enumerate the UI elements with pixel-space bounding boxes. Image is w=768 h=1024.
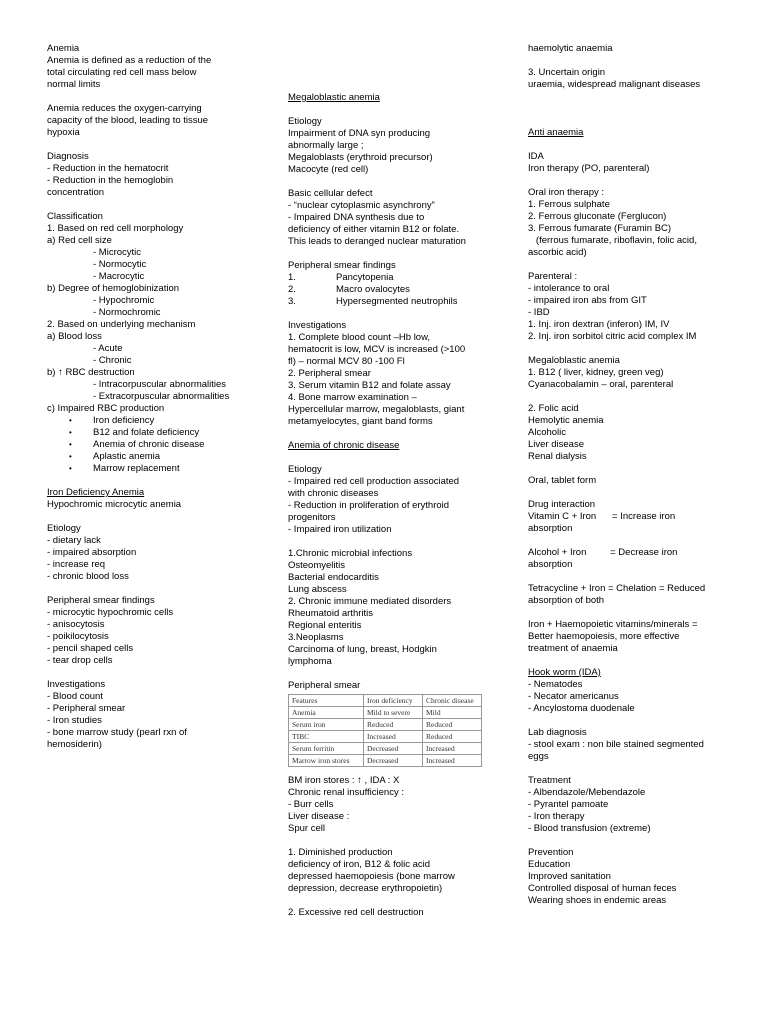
diagnosis-title: Diagnosis [47, 151, 89, 162]
table-cell: Mild to severe [364, 707, 423, 719]
bullet-item: • Aplastic anemia [69, 451, 272, 463]
classification-line: 2. Based on underlying mechanism [47, 319, 196, 330]
etiology-item: - increase req [47, 559, 106, 570]
investigation-item: 1. Complete blood count –Hb low, [288, 332, 431, 343]
table-cell: Increased [423, 755, 482, 767]
investigation-item: hemosiderin) [47, 739, 102, 750]
hookworm-item: - Nematodes [528, 679, 583, 690]
investigation-item: - Blood count [47, 691, 103, 702]
drug-interaction-line: absorption [528, 523, 573, 534]
table-cell: Increased [364, 731, 423, 743]
impaired-production-list [47, 415, 272, 475]
ida-title: Iron Deficiency Anemia [47, 487, 145, 498]
cause-item: Regional enteritis [288, 620, 362, 631]
prevention-item: Improved sanitation [528, 871, 611, 882]
smear-finding-item: - anisocytosis [47, 619, 105, 630]
excessive-destruction-line: 2. Excessive red cell destruction [288, 907, 424, 918]
haemopoietic-line: Iron + Haemopoietic vitamins/minerals = [528, 619, 698, 630]
table-row [289, 707, 482, 719]
blood-loss-item: - Acute [93, 343, 123, 354]
etiology-item: - chronic blood loss [47, 571, 129, 582]
treatment-item: - Pyrantel pamoate [528, 799, 609, 810]
table-row [289, 731, 482, 743]
investigation-item: Hypercellular marrow, megaloblasts, giant [288, 404, 465, 415]
table-cell: Decreased [364, 755, 423, 767]
column-right [528, 43, 748, 907]
megaloblastic-therapy-item: Cyanacobalamin – oral, parenteral [528, 379, 674, 390]
uncertain-origin-line: uraemia, widespread malignant diseases [528, 79, 701, 90]
cause-item: Lung abscess [288, 584, 347, 595]
lab-diagnosis-item: - stool exam : non bile stained segmented [528, 739, 704, 750]
rbc-destruction-title: b) ↑ RBC destruction [47, 367, 135, 378]
table-cell: Serum iron [289, 719, 364, 731]
smear-findings-title: Peripheral smear findings [288, 260, 396, 271]
parenteral-item: Parenteral : [528, 271, 578, 282]
table-cell: Increased [423, 743, 482, 755]
impaired-production-title: c) Impaired RBC production [47, 403, 165, 414]
table-row [289, 743, 482, 755]
hemoglobinization-title: b) Degree of hemoglobinization [47, 283, 180, 294]
etiology-item: - dietary lack [47, 535, 101, 546]
table-row [289, 695, 482, 707]
parenteral-item: 1. Inj. iron dextran (inferon) IM, IV [528, 319, 670, 330]
oxygen-line: hypoxia [47, 127, 80, 138]
table-cell: Features [289, 695, 364, 707]
investigation-item: - Peripheral smear [47, 703, 126, 714]
investigation-item: 3. Serum vitamin B12 and folate assay [288, 380, 451, 391]
anemia-title: Anemia [47, 43, 80, 54]
treatment-item: Treatment [528, 775, 571, 786]
etiology-title: Etiology [288, 464, 322, 475]
table-row [289, 719, 482, 731]
folic-acid-item: Alcoholic [528, 427, 567, 438]
rbc-destruction-item: - Extracorpuscular abnormalities [93, 391, 230, 402]
diagnosis-line: concentration [47, 187, 105, 198]
cellular-defect-item: This leads to deranged nuclear maturation [288, 236, 466, 247]
tetracycline-line: absorption of both [528, 595, 605, 606]
cellular-defect-item: - “nuclear cytoplasmic asynchrony” [288, 200, 435, 211]
table-row [289, 755, 482, 767]
bullet-item: • Iron deficiency [69, 415, 272, 427]
diminished-item: depression, decrease erythropoietin) [288, 883, 443, 894]
oral-iron-item: ascorbic acid) [528, 247, 587, 258]
investigations-title: Investigations [288, 320, 347, 331]
cellular-defect-title: Basic cellular defect [288, 188, 373, 199]
etiology-item: Impairment of DNA syn producing [288, 128, 431, 139]
blood-loss-title: a) Blood loss [47, 331, 102, 342]
oral-iron-item: 3. Ferrous fumarate (Furamin BC) [528, 223, 672, 234]
hookworm-title: Hook worm (IDA) [528, 667, 601, 678]
etiology-title: Etiology [288, 116, 322, 127]
investigation-item: metamyelocytes, giant band forms [288, 416, 433, 427]
hemoglobinization-item: - Hypochromic [93, 295, 155, 306]
blood-loss-item: - Chronic [93, 355, 132, 366]
ida-subtitle: Hypochromic microcytic anemia [47, 499, 182, 510]
haemopoietic-line: treatment of anaemia [528, 643, 618, 654]
investigation-item: 2. Peripheral smear [288, 368, 371, 379]
investigations-title: Investigations [47, 679, 106, 690]
diagnosis-line: - Reduction in the hematocrit [47, 163, 169, 174]
red-cell-size-title: a) Red cell size [47, 235, 112, 246]
etiology-item: - Impaired iron utilization [288, 524, 392, 535]
table-cell: TIBC [289, 731, 364, 743]
oral-iron-item: (ferrous fumarate, riboflavin, folic acid, [528, 235, 697, 246]
cause-item: Osteomyelitis [288, 560, 346, 571]
parenteral-item: - impaired iron abs from GIT [528, 295, 647, 306]
megaloblastic-therapy-item: Megaloblastic anemia [528, 355, 620, 366]
smear-finding-item: 3. Hypersegmented neutrophils [288, 296, 458, 307]
parenteral-item: 2. Inj. iron sorbitol citric acid complex IM [528, 331, 697, 342]
smear-finding-item: - poikilocytosis [47, 631, 109, 642]
cause-item: 3.Neoplasms [288, 632, 344, 643]
table-cell: Mild [423, 707, 482, 719]
diminished-item: 1. Diminished production [288, 847, 393, 858]
investigation-item: 4. Bone marrow examination – [288, 392, 417, 403]
etiology-item: - Reduction in proliferation of erythroid [288, 500, 450, 511]
etiology-item: with chronic diseases [288, 488, 379, 499]
lab-diagnosis-item: Lab diagnosis [528, 727, 587, 738]
table-cell: Reduced [423, 731, 482, 743]
smear-findings-title: Peripheral smear findings [47, 595, 155, 606]
etiology-item: Macocyte (red cell) [288, 164, 369, 175]
smear-finding-item: 1. Pancytopenia [288, 272, 394, 283]
etiology-title: Etiology [47, 523, 81, 534]
oral-iron-item: 1. Ferrous sulphate [528, 199, 610, 210]
cellular-defect-item: - Impaired DNA synthesis due to [288, 212, 425, 223]
etiology-item: abnormally large ; [288, 140, 364, 151]
oral-tablet-line: Oral, tablet form [528, 475, 597, 486]
rbc-destruction-item: - Intracorpuscular abnormalities [93, 379, 227, 390]
hemoglobinization-item: - Normochromic [93, 307, 161, 318]
smear-finding-item: - pencil shaped cells [47, 643, 134, 654]
table-cell: Serum ferritin [289, 743, 364, 755]
investigation-item: fl) – normal MCV 80 -100 Fl [288, 356, 405, 367]
folic-acid-item: Liver disease [528, 439, 584, 450]
cause-item: 2. Chronic immune mediated disorders [288, 596, 452, 607]
anti-anaemia-title: Anti anaemia [528, 127, 584, 138]
smear-finding-item: - tear drop cells [47, 655, 113, 666]
bullet-item: • B12 and folate deficiency [69, 427, 272, 439]
oxygen-line: Anemia reduces the oxygen-carrying [47, 103, 202, 114]
renal-item: - Burr cells [288, 799, 334, 810]
lab-diagnosis-item: eggs [528, 751, 549, 762]
size-item: - Normocytic [93, 259, 147, 270]
folic-acid-item: Renal dialysis [528, 451, 587, 462]
drug-interaction-title: Drug interaction [528, 499, 596, 510]
megaloblastic-title: Megaloblastic anemia [288, 92, 380, 103]
bm-iron-stores-line: BM iron stores : ↑ , IDA : X [288, 775, 400, 786]
prevention-item: Controlled disposal of human feces [528, 883, 677, 894]
comparison-table [288, 694, 482, 767]
classification-title: Classification [47, 211, 103, 222]
drug-interaction-line: Vitamin C + Iron = Increase iron [528, 511, 676, 522]
cause-item: 1.Chronic microbial infections [288, 548, 413, 559]
size-item: - Microcytic [93, 247, 142, 258]
etiology-item: progenitors [288, 512, 336, 523]
diminished-item: deficiency of iron, B12 & folic acid [288, 859, 431, 870]
definition-line: normal limits [47, 79, 101, 90]
size-item: - Macrocytic [93, 271, 145, 282]
bullet-item: • Marrow replacement [69, 463, 272, 475]
cause-item: Rheumatoid arthritis [288, 608, 374, 619]
prevention-item: Wearing shoes in endemic areas [528, 895, 667, 906]
cellular-defect-item: deficiency of either vitamin B12 or folate. [288, 224, 460, 235]
smear-finding-item: 2. Macro ovalocytes [288, 284, 410, 295]
tetracycline-line: Tetracycline + Iron = Chelation = Reduced [528, 583, 706, 594]
table-cell: Marrow iron stores [289, 755, 364, 767]
etiology-item: Megaloblasts (erythroid precursor) [288, 152, 433, 163]
treatment-item: - Iron therapy [528, 811, 585, 822]
hookworm-item: - Necator americanus [528, 691, 619, 702]
folic-acid-item: 2. Folic acid [528, 403, 579, 414]
diagnosis-line: - Reduction in the hemoglobin [47, 175, 174, 186]
oral-iron-item: 2. Ferrous gluconate (Ferglucon) [528, 211, 667, 222]
investigation-item: hematocrit is low, MCV is increased (>100 [288, 344, 466, 355]
cause-item: Carcinoma of lung, breast, Hodgkin [288, 644, 437, 655]
table-cell: Reduced [364, 719, 423, 731]
drug-interaction-line: absorption [528, 559, 573, 570]
renal-item: Liver disease : [288, 811, 350, 822]
classification-line: 1. Based on red cell morphology [47, 223, 184, 234]
parenteral-item: - intolerance to oral [528, 283, 610, 294]
bullet-item: • Anemia of chronic disease [69, 439, 272, 451]
definition-line: Anemia is defined as a reduction of the [47, 55, 212, 66]
oral-iron-item: Oral iron therapy : [528, 187, 605, 198]
parenteral-item: - IBD [528, 307, 550, 318]
hookworm-item: - Ancylostoma duodenale [528, 703, 635, 714]
investigation-item: - bone marrow study (pearl rxn of [47, 727, 187, 738]
investigation-item: - Iron studies [47, 715, 102, 726]
treatment-item: - Blood transfusion (extreme) [528, 823, 651, 834]
megaloblastic-therapy-item: 1. B12 ( liver, kidney, green veg) [528, 367, 664, 378]
definition-line: total circulating red cell mass below [47, 67, 197, 78]
drug-interaction-line: Alcohol + Iron = Decrease iron [528, 547, 678, 558]
table-cell: Anemia [289, 707, 364, 719]
diminished-item: depressed haemopoiesis (bone marrow [288, 871, 455, 882]
renal-item: Chronic renal insufficiency : [288, 787, 404, 798]
column-middle [288, 92, 494, 919]
prevention-item: Prevention [528, 847, 574, 858]
haemolytic-line: haemolytic anaemia [528, 43, 613, 54]
smear-finding-item: - microcytic hypochromic cells [47, 607, 174, 618]
etiology-item: - impaired absorption [47, 547, 137, 558]
treatment-item: - Albendazole/Mebendazole [528, 787, 646, 798]
chronic-disease-title: Anemia of chronic disease [288, 440, 400, 451]
oxygen-line: capacity of the blood, leading to tissue [47, 115, 209, 126]
ida-therapy-item: Iron therapy (PO, parenteral) [528, 163, 650, 174]
renal-item: Spur cell [288, 823, 325, 834]
table-cell: Chronic disease [423, 695, 482, 707]
etiology-item: - Impaired red cell production associated [288, 476, 460, 487]
column-left [47, 43, 272, 751]
table-cell: Reduced [423, 719, 482, 731]
table-cell: Decreased [364, 743, 423, 755]
folic-acid-item: Hemolytic anemia [528, 415, 604, 426]
uncertain-origin-line: 3. Uncertain origin [528, 67, 606, 78]
ida-therapy-item: IDA [528, 151, 544, 162]
haemopoietic-line: Better haemopoiesis, more effective [528, 631, 680, 642]
cause-item: lymphoma [288, 656, 332, 667]
prevention-item: Education [528, 859, 571, 870]
table-cell: Iron deficiency [364, 695, 423, 707]
peripheral-smear-title: Peripheral smear [288, 680, 361, 691]
cause-item: Bacterial endocarditis [288, 572, 379, 583]
